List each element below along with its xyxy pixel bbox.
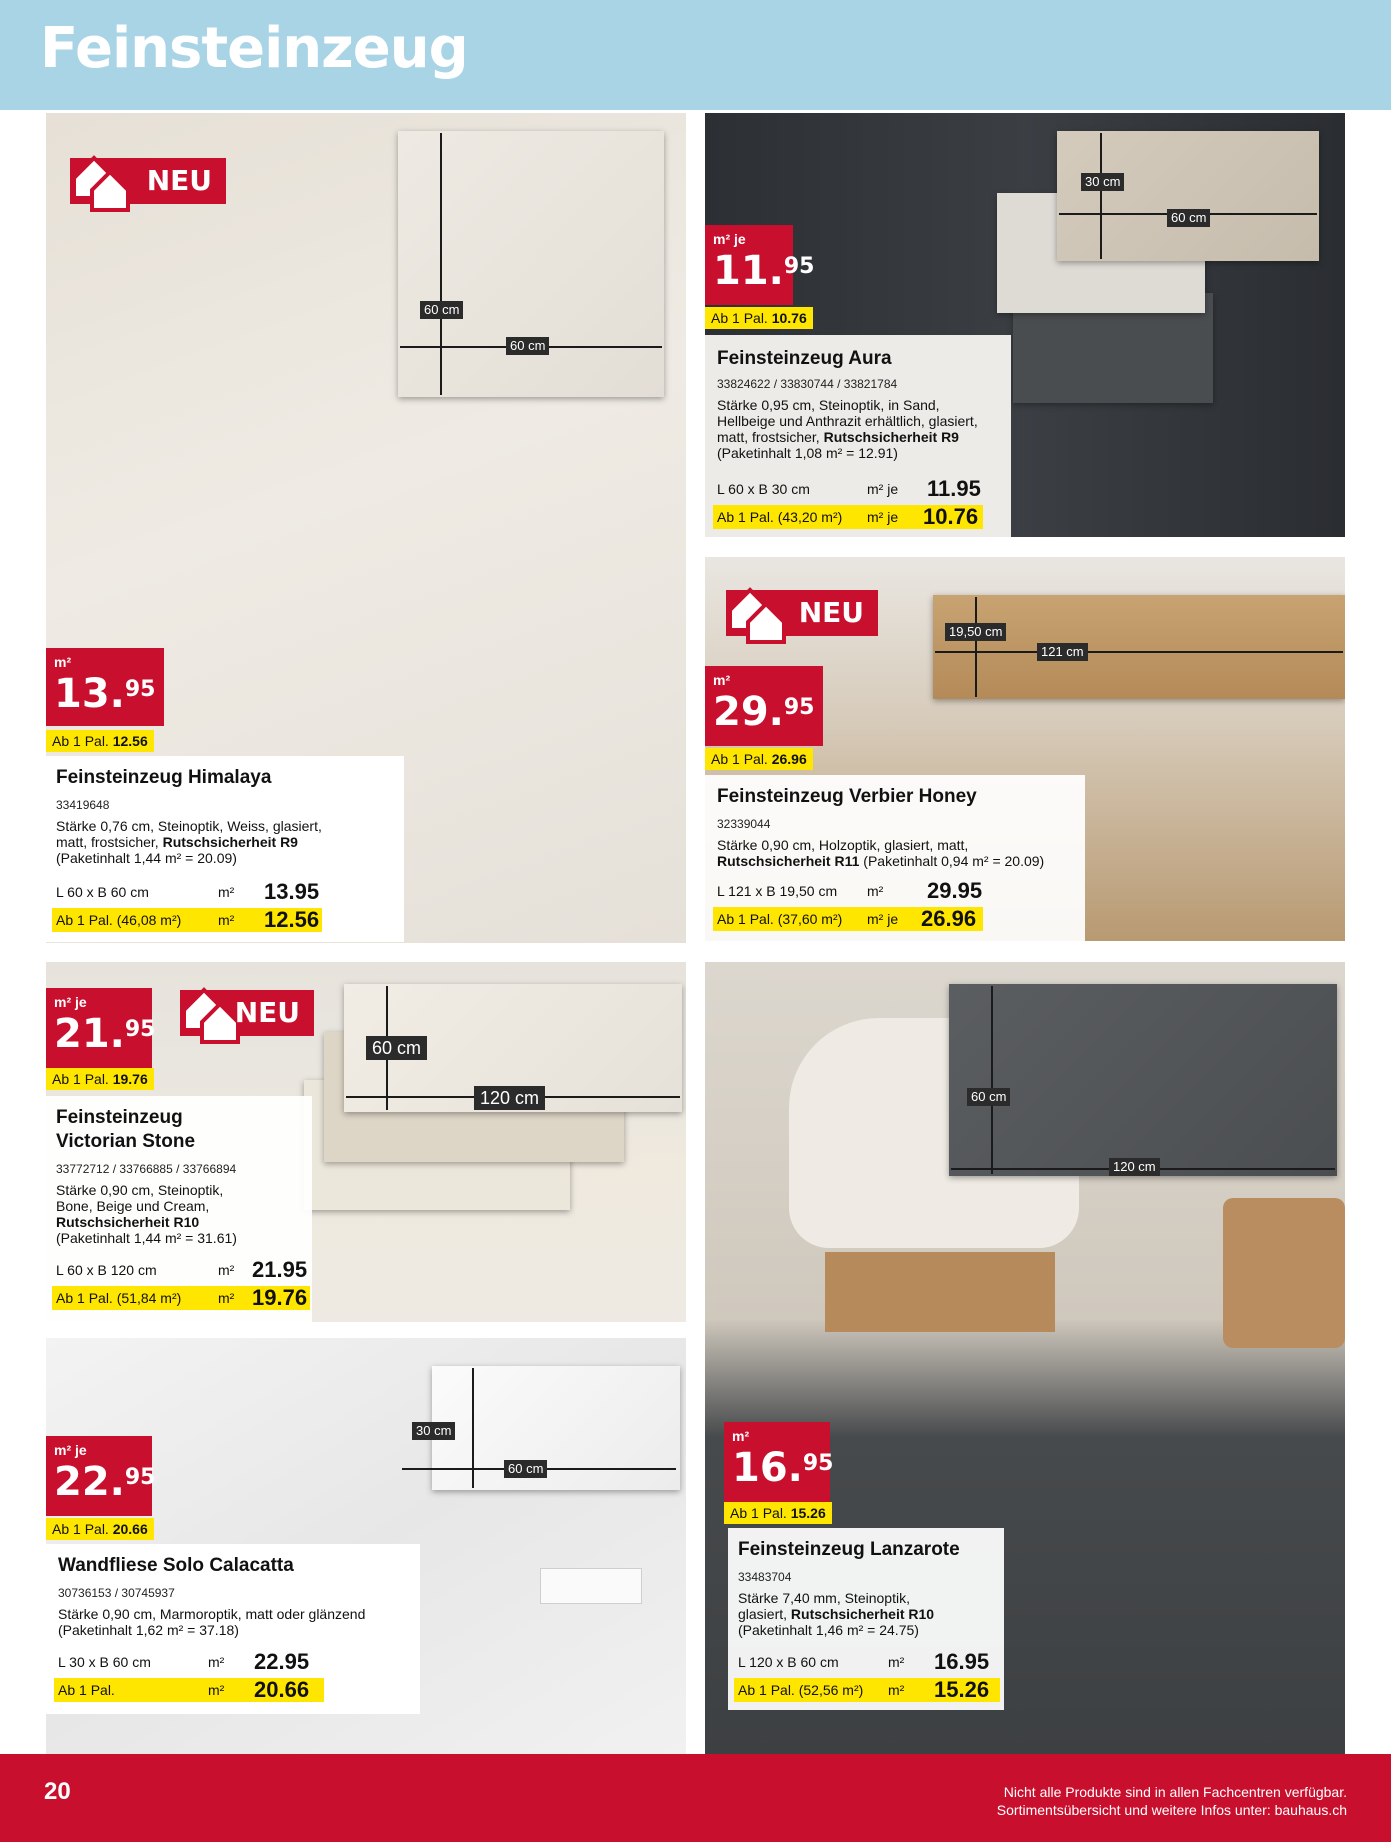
product-title: Feinsteinzeug Lanzarote: [738, 1539, 960, 1560]
product-info-card: [46, 1544, 420, 1714]
article-number: 32339044: [717, 817, 771, 831]
price-cents: 95: [124, 677, 156, 702]
price-row: L 60 x B 60 cm m² 13.95: [56, 879, 320, 904]
pallet-price: 19.76: [112, 1071, 148, 1087]
new-badge: [726, 590, 878, 636]
price-box: [724, 1422, 834, 1502]
dimension-arrow-vertical: [472, 1368, 474, 1488]
product-info-card: [46, 756, 404, 942]
pallet-label: Ab 1 Pal.: [52, 1521, 109, 1537]
tile-sample: [398, 131, 664, 397]
pallet-price-row: Ab 1 Pal. (43,20 m²) m² je 10.76: [713, 505, 983, 529]
pallet-price-box: [724, 1502, 832, 1524]
dimension-arrow-vertical: [975, 597, 977, 697]
page-header: [0, 0, 1391, 110]
dimension-label-height: 19,50 cm: [945, 623, 1006, 641]
page-number: 20: [44, 1778, 71, 1805]
article-number: 30736153 / 30745937: [58, 1586, 175, 1600]
product-description: Stärke 7,40 mm, Steinoptik, glasiert, Rutschsicherheit R10 (Paketinhalt 1,46 m² = 24.75): [738, 1590, 935, 1638]
pallet-label: Ab 1 Pal.: [711, 310, 768, 326]
tile-sample: [949, 984, 1337, 1176]
price-unit: m² je: [54, 1442, 87, 1458]
price-main: 29.95: [713, 689, 815, 735]
dimension-label-height: 30 cm: [1081, 173, 1124, 191]
dimension-label-width: 120 cm: [1109, 1158, 1160, 1176]
pallet-price-row: Ab 1 Pal. (52,56 m²) m² 15.26: [734, 1678, 1000, 1702]
product-title: Feinsteinzeug Himalaya: [56, 767, 272, 788]
price-row: L 30 x B 60 cm m² 22.95: [58, 1649, 310, 1674]
product-description: Stärke 0,90 cm, Marmoroptik, matt oder glänzend (Paketinhalt 1,62 m² = 37.18): [58, 1606, 366, 1638]
dimension-label-height: 30 cm: [412, 1422, 455, 1440]
pallet-price: 12.56: [112, 733, 148, 749]
tile-sample: [933, 595, 1345, 699]
price-main: 21.95: [54, 1011, 156, 1057]
new-badge: [70, 158, 226, 204]
dimension-label-height: 60 cm: [967, 1088, 1010, 1106]
price-cents: 95: [802, 1451, 834, 1476]
page-title: Feinsteinzeug: [40, 16, 468, 81]
product-info-card: [46, 1096, 312, 1322]
product-info-card: [705, 775, 1085, 941]
armchair-base: [825, 1252, 1055, 1332]
price-box: [705, 225, 815, 305]
price-main: 13.95: [54, 671, 156, 717]
pallet-price: 15.26: [790, 1505, 826, 1521]
price-box: [705, 666, 823, 746]
price-unit: m² je: [54, 994, 87, 1010]
dimension-label-height: 60 cm: [366, 1036, 427, 1060]
pallet-price-row: Ab 1 Pal. (51,84 m²) m² 19.76: [52, 1286, 310, 1310]
pallet-price-box: [46, 1518, 154, 1540]
product-info-card-text: [705, 335, 1011, 537]
house-icon: [726, 582, 790, 644]
power-socket: [540, 1568, 642, 1604]
product-title: Feinsteinzeug Victorian Stone: [56, 1107, 196, 1152]
price-unit: m²: [732, 1428, 750, 1444]
dimension-label-width: 60 cm: [1167, 209, 1210, 227]
dimension-arrow-vertical: [440, 133, 442, 395]
side-table: [1223, 1198, 1345, 1348]
dimension-label-width: 60 cm: [506, 337, 549, 355]
price-main: 11.95: [713, 248, 815, 294]
price-cents: 95: [124, 1465, 156, 1490]
pallet-label: Ab 1 Pal.: [52, 733, 109, 749]
product-description: Stärke 0,90 cm, Holzoptik, glasiert, matt, Rutschsicherheit R11 (Paketinhalt 0,94 m² = 20.09): [717, 837, 1045, 869]
pallet-label: Ab 1 Pal.: [730, 1505, 787, 1521]
product-title: Feinsteinzeug Aura: [717, 348, 892, 369]
product-description: Stärke 0,76 cm, Steinoptik, Weiss, glasiert, matt, frostsicher, Rutschsicherheit R9 (Paketinhalt 1,44 m² = 20.09): [56, 818, 322, 866]
price-row: L 121 x B 19,50 cm m² 29.95: [717, 878, 983, 903]
new-badge: [180, 990, 314, 1036]
price-unit: m²: [713, 672, 731, 688]
dimension-label-height: 60 cm: [420, 301, 463, 319]
article-number: 33772712 / 33766885 / 33766894: [56, 1162, 237, 1176]
pallet-price-box: [46, 1068, 154, 1090]
pallet-price-box: [46, 730, 154, 752]
article-number: 33824622 / 33830744 / 33821784: [717, 377, 898, 391]
pallet-price-row: Ab 1 Pal. m² 20.66: [54, 1678, 324, 1702]
pallet-price: 10.76: [771, 310, 807, 326]
new-badge-label: NEU: [146, 164, 212, 197]
price-main: 16.95: [732, 1445, 834, 1491]
dimension-arrow-vertical: [991, 986, 993, 1174]
dimension-arrow-horizontal: [935, 651, 1343, 653]
dimension-label-width: 120 cm: [474, 1086, 545, 1110]
pallet-price: 26.96: [771, 751, 807, 767]
tile-sample-sand: [1057, 131, 1319, 261]
pallet-price: 20.66: [112, 1521, 148, 1537]
price-box: [46, 988, 156, 1068]
article-number: 33419648: [56, 798, 110, 812]
price-unit: m² je: [713, 231, 746, 247]
product-title: Wandfliese Solo Calacatta: [58, 1555, 294, 1576]
pallet-price-box: [705, 307, 813, 329]
pallet-label: Ab 1 Pal.: [711, 751, 768, 767]
dimension-label-width: 121 cm: [1037, 643, 1088, 661]
pallet-price-row: Ab 1 Pal. (46,08 m²) m² 12.56: [52, 908, 322, 932]
house-icon: [70, 150, 134, 212]
price-cents: 95: [783, 695, 815, 720]
price-box: [46, 648, 164, 726]
price-cents: 95: [783, 254, 815, 279]
page-footer: [0, 1754, 1391, 1842]
article-number: 33483704: [738, 1570, 792, 1584]
pallet-price-row: Ab 1 Pal. (37,60 m²) m² je 26.96: [713, 907, 983, 931]
price-row: L 60 x B 120 cm m² 21.95: [56, 1257, 308, 1282]
dimension-arrow-vertical: [1100, 133, 1102, 259]
price-main: 22.95: [54, 1459, 156, 1505]
availability-note: Nicht alle Produkte sind in allen Fachcentren verfügbar.: [1003, 1784, 1347, 1800]
product-description: Stärke 0,90 cm, Steinoptik, Bone, Beige und Cream, Rutschsicherheit R10 (Paketinhalt 1,44 m² = 31.61): [56, 1182, 237, 1246]
tile-sample: [432, 1366, 680, 1490]
price-box: [46, 1436, 156, 1516]
new-badge-label: NEU: [798, 596, 864, 629]
new-badge-label: NEU: [234, 996, 300, 1029]
pallet-price-box: [705, 748, 813, 770]
price-row: L 60 x B 30 cm m² je 11.95: [717, 476, 981, 501]
product-description: Stärke 0,95 cm, Steinoptik, in Sand, Hellbeige und Anthrazit erhältlich, glasiert, matt, frostsicher, Rutschsicherheit R9 (Paketinhalt 1,08 m² = 12.91): [717, 397, 978, 461]
price-row: L 120 x B 60 cm m² 16.95: [738, 1649, 990, 1674]
product-info-card: [728, 1528, 1004, 1710]
pallet-label: Ab 1 Pal.: [52, 1071, 109, 1087]
price-unit: m²: [54, 654, 72, 670]
product-title: Feinsteinzeug Verbier Honey: [717, 786, 977, 807]
price-cents: 95: [124, 1017, 156, 1042]
dimension-label-width: 60 cm: [504, 1460, 547, 1478]
assortment-note: Sortimentsübersicht und weitere Infos unter: bauhaus.ch: [996, 1802, 1347, 1818]
